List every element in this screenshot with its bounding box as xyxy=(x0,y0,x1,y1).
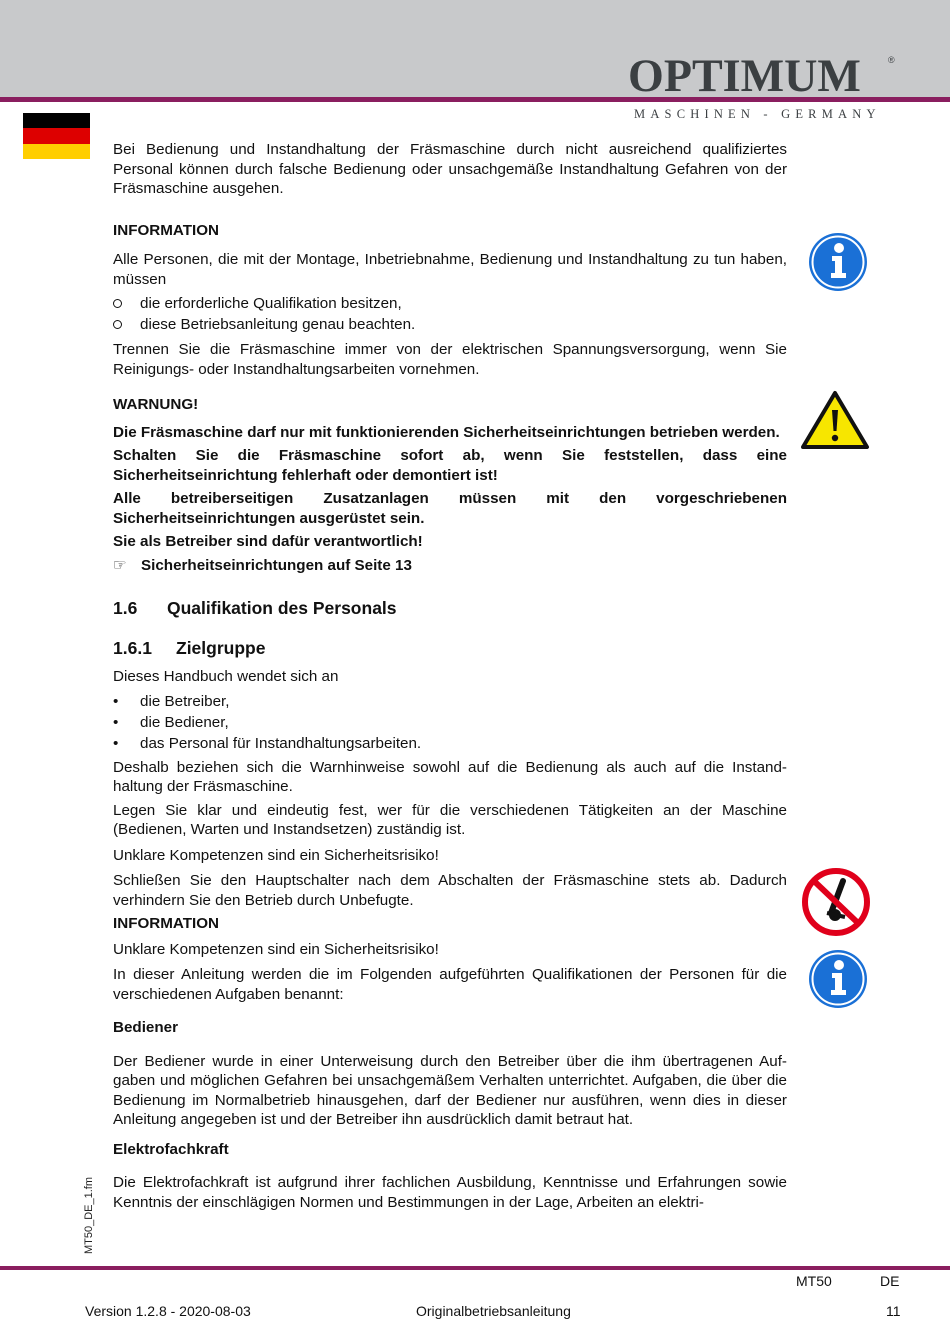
footer-language: DE xyxy=(880,1273,900,1289)
elektrofachkraft-heading: Elektrofachkraft xyxy=(113,1140,229,1158)
paragraph: Unklare Kompetenzen sind ein Sicherheitsrisiko! xyxy=(113,846,439,864)
bullet-ring-icon xyxy=(113,299,122,308)
no-switch-prohibition-icon xyxy=(801,867,871,937)
footer-divider xyxy=(0,1266,950,1270)
warning-line: Schalten Sie die Fräsmaschine sofort ab, wenn Sie feststellen, dass eine Sicherheitseinrichtung fehlerhaft oder demontiert ist! xyxy=(113,447,787,484)
information-icon xyxy=(808,232,868,292)
pointing-hand-icon: ☞ xyxy=(113,556,127,574)
footer-version: Version 1.2.8 - 2020-08-03 xyxy=(85,1303,251,1319)
warning-triangle-icon xyxy=(800,390,870,450)
page-content xyxy=(113,140,787,1212)
list-item: • die Betreiber, xyxy=(113,692,230,710)
brand-tagline: MASCHINEN - GERMANY xyxy=(634,107,881,121)
information-heading: INFORMATION xyxy=(113,221,220,239)
warning-line: Alle betreiberseitigen Zusatzanlagen müssen mit den vorgeschriebenen Sicherheitseinrichtungen ausgerüstet sein. xyxy=(113,490,787,527)
page-number: 11 xyxy=(886,1303,901,1319)
german-flag-icon xyxy=(23,113,90,159)
warning-line: Sie als Betreiber sind dafür verantwortlich! xyxy=(113,533,423,550)
subsection-heading: 1.6.1 Zielgruppe xyxy=(113,638,266,658)
bullet-ring-icon xyxy=(113,320,122,329)
brand-logo: OPTIMUM xyxy=(628,50,861,102)
information-text: Unklare Kompetenzen sind ein Sicherheitsrisiko! xyxy=(113,940,439,958)
qualifications-intro: In dieser Anleitung werden die im Folgenden aufgeführten Qualifikationen der Personen für die verschiedenen Aufgaben benannt: xyxy=(113,966,787,1003)
list-item: die erforderliche Qualifikation besitzen, xyxy=(113,293,787,314)
file-code: MT50_DE_1.fm xyxy=(83,1176,95,1254)
warning-heading: WARNUNG! xyxy=(113,396,199,413)
paragraph: Schließen Sie den Hauptschalter nach dem Abschalten der Fräsmaschine stets ab. Dadurch verhindern Sie den Betrieb durch Unbefugte. xyxy=(113,872,787,909)
footer-model: MT50 xyxy=(796,1273,832,1289)
target-intro: Dieses Handbuch wendet sich an xyxy=(113,668,339,685)
section-heading: 1.6 Qualifikation des Personals xyxy=(113,598,397,618)
bediener-text: Der Bediener wurde in einer Unterweisung durch den Betreiber über die ihm übertragenen Auf-gaben und möglichen Gefahren bei unsachgemäßem Verhalten unterrichtet. Aufgaben, die über die Bedienung im Normalbetrieb hinausgehen, darf der Bediener nur ausführen, wenn dies in dieser Anleitung angegeben ist und der Betreiber ihn ausdrücklich damit betraut hat. xyxy=(113,1052,787,1128)
paragraph: Legen Sie klar und eindeutig fest, wer für die verschiedenen Tätigkeiten an der Maschine (Bedienen, Warten und Instandsetzen) zuständig ist. xyxy=(113,801,787,838)
footer-document: Originalbetriebsanleitung xyxy=(416,1303,571,1319)
disconnect-paragraph: Trennen Sie die Fräsmaschine immer von der elektrischen Spannungsversorgung, wenn Sie Reinigungs- oder Instandhaltungsarbeiten vornehmen. xyxy=(113,341,787,378)
bediener-heading: Bediener xyxy=(113,1019,178,1036)
warning-line: Die Fräsmaschine darf nur mit funktionierenden Sicherheitseinrichtungen betrieben werden. xyxy=(113,423,780,441)
information-heading: INFORMATION xyxy=(113,915,220,932)
information-text: Alle Personen, die mit der Montage, Inbetriebnahme, Bedienung und Instandhaltung zu tun haben, müssen xyxy=(113,251,787,288)
paragraph: Deshalb beziehen sich die Warnhinweise sowohl auf die Bedienung als auch auf die Instand-haltung der Fräsmaschine. xyxy=(113,758,787,795)
qualification-list xyxy=(113,293,787,335)
list-item: • die Bediener, xyxy=(113,713,229,731)
registered-mark: ® xyxy=(888,55,895,65)
information-icon xyxy=(808,949,868,1009)
target-group-list xyxy=(113,691,787,754)
intro-paragraph: Bei Bedienung und Instandhaltung der Fräsmaschine durch nicht ausreichend qualifiziertes Personal können durch falsche Bedienung oder unsachgemäße Instandhaltung Gefahren von der Fräsmaschine ausgehen. xyxy=(113,141,787,197)
list-item: diese Betriebsanleitung genau beachten. xyxy=(113,314,787,335)
cross-reference[interactable]: ☞ Sicherheitseinrichtungen auf Seite 13 xyxy=(113,556,412,574)
list-item: • das Personal für Instandhaltungsarbeiten. xyxy=(113,734,422,752)
elektrofachkraft-text: Die Elektrofachkraft ist aufgrund ihrer fachlichen Ausbildung, Kenntnisse und Erfahrungen sowie Kenntnis der einschlägigen Normen und Bestimmungen in der Lage, Arbeiten an elektri- xyxy=(113,1174,787,1211)
